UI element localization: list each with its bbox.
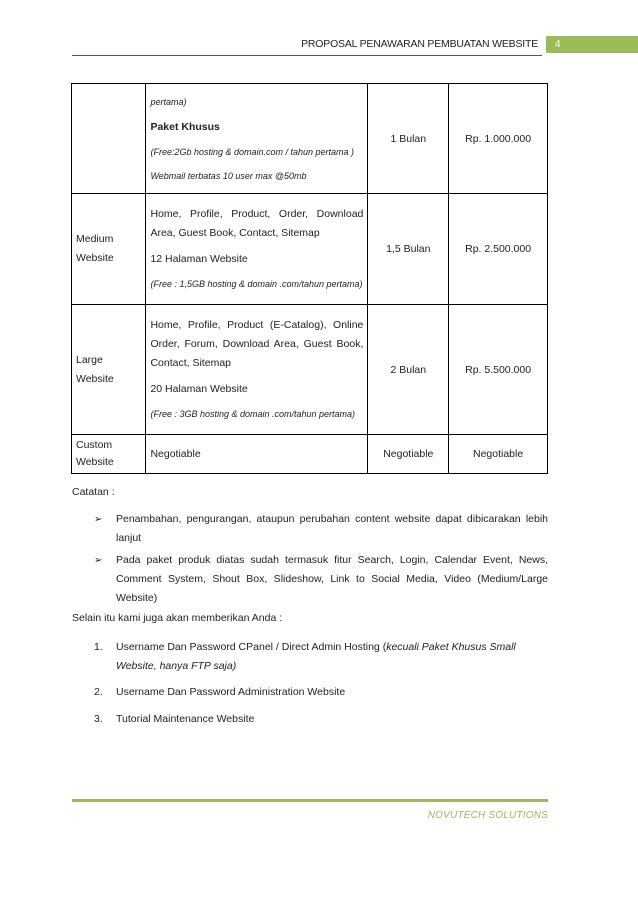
list-number: 2. [94,686,103,698]
header-title: PROPOSAL PENAWARAN PEMBUATAN WEBSITE [301,38,538,50]
footer-company: NOVUTECH SOLUTIONS [427,810,548,821]
arrow-bullet-icon: ➢ [94,555,103,566]
package-name: Custom Website [72,435,146,474]
footer-divider [72,799,548,802]
package-description: Home, Profile, Product, Order, Download Area, Guest Book, Contact, Sitemap 12 Halaman Website (Free : 1,5GB hosting & domain .com/tahun pertama) [146,194,368,305]
list-item: 3. Tutorial Maintenance Website [94,710,548,729]
package-name [72,84,146,194]
extras-intro: Selain itu kami juga akan memberikan Anda : [72,612,283,624]
list-item: 2. Username Dan Password Administration Website [94,683,548,702]
package-name: Medium Website [72,194,146,305]
package-price: Negotiable [449,435,548,474]
package-duration: 2 Bulan [368,305,449,435]
package-price: Rp. 2.500.000 [449,194,548,305]
package-description: Negotiable [146,435,368,474]
table-row [72,194,548,305]
header-divider [72,55,542,56]
package-description: Home, Profile, Product (E-Catalog), Online Order, Forum, Download Area, Guest Book, Contact, Sitemap 20 Halaman Website (Free : 3GB hosting & domain .com/tahun pertama) [146,305,368,435]
list-item: 1. Username Dan Password CPanel / Direct Admin Hosting (kecuali Paket Khusus Small Website, hanya FTP saja) [94,638,548,676]
package-table [71,83,548,474]
arrow-bullet-icon: ➢ [94,514,103,525]
page-header [0,36,638,54]
notes-label: Catatan : [72,486,115,498]
package-duration: 1 Bulan [368,84,449,194]
package-price: Rp. 5.500.000 [449,305,548,435]
list-item: ➢ Penambahan, pengurangan, ataupun perubahan content website dapat dibicarakan lebih lanjut [94,510,548,548]
package-description: pertama) Paket Khusus (Free:2Gb hosting & domain.com / tahun pertama ) Webmail terbatas 10 user max @50mb [146,84,368,194]
list-number: 1. [94,641,103,653]
list-item: ➢ Pada paket produk diatas sudah termasuk fitur Search, Login, Calendar Event, News, Comment System, Shout Box, Slideshow, Link to Social Media, Video (Medium/Large Website) [94,551,548,608]
package-duration: Negotiable [368,435,449,474]
table-row [72,435,548,474]
table-row [72,84,548,194]
list-number: 3. [94,713,103,725]
page-number: 4 [546,36,638,53]
package-price: Rp. 1.000.000 [449,84,548,194]
table-row [72,305,548,435]
package-name: Large Website [72,305,146,435]
package-duration: 1,5 Bulan [368,194,449,305]
